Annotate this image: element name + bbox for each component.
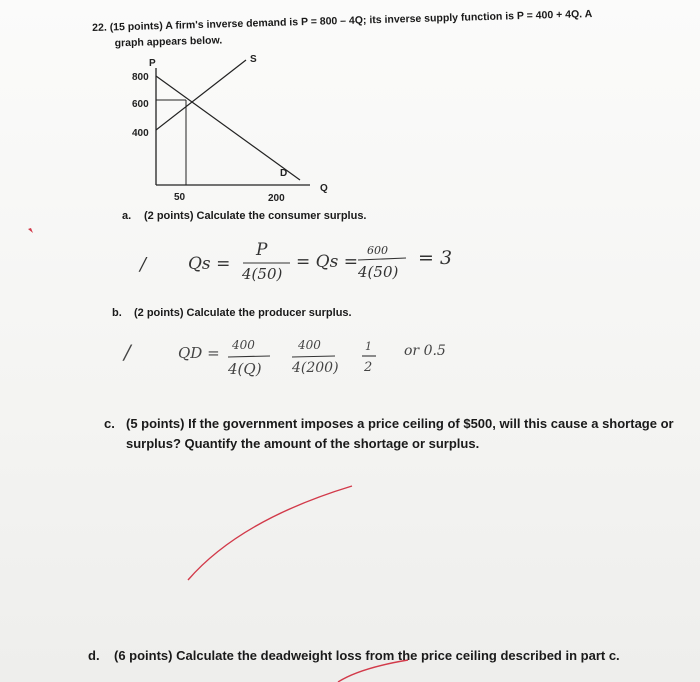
b-num2: 400 (298, 338, 321, 352)
supply-label: S (250, 54, 257, 65)
supply-line (156, 60, 246, 130)
x-tick-50: 50 (174, 192, 186, 203)
a-mark: / (140, 254, 147, 275)
a-eq2-num: 600 (367, 244, 388, 257)
a-eq1-num: P (256, 240, 268, 260)
y-tick-800: 800 (132, 72, 149, 83)
part-a (122, 210, 367, 222)
demand-label: D (280, 168, 288, 179)
part-a-text: (2 points) Calculate the consumer surplus. (144, 210, 367, 222)
b-fraction-bar-2 (292, 356, 335, 357)
part-d (88, 646, 688, 666)
part-b-label: b. (112, 307, 122, 319)
part-c-label: c. (104, 416, 115, 431)
x-tick-200: 200 (268, 193, 285, 204)
a-eq1-left: Qs = (188, 254, 231, 274)
b-num3: 1 (365, 340, 372, 353)
a-eq1-den: 4(50) (242, 265, 283, 283)
demand-line (156, 76, 300, 180)
part-b (112, 307, 352, 319)
b-left: QD = (178, 344, 220, 362)
b-den1: 4(Q) (228, 360, 262, 378)
part-b-text: (2 points) Calculate the producer surplus. (134, 307, 352, 319)
red-margin-mark (28, 228, 33, 233)
y-tick-600: 600 (132, 99, 149, 110)
b-mark: / (124, 340, 131, 364)
a-fraction-bar-2 (358, 258, 406, 260)
red-pen-stroke-c (188, 486, 352, 580)
b-den3: 2 (364, 360, 373, 375)
b-num1: 400 (232, 338, 255, 352)
question-line-1: 22. (15 points) A firm's inverse demand is P = 800 – 4Q; its inverse supply function is P = 400 + 4Q. A (92, 8, 593, 34)
b-den2: 4(200) (292, 360, 339, 376)
a-eq2-left: = Qs = (296, 252, 358, 272)
part-d-label: d. (88, 648, 100, 663)
part-c-line-1: (5 points) If the government imposes a price ceiling of $500, will this cause a shortage or (126, 416, 674, 431)
b-result: or 0.5 (404, 343, 446, 359)
a-eq2-den: 4(50) (358, 263, 399, 281)
part-d-text: (6 points) Calculate the deadweight loss from the price ceiling described in part c. (114, 648, 620, 663)
q-axis-label: Q (320, 183, 328, 194)
y-tick-400: 400 (132, 128, 149, 139)
part-c (104, 414, 694, 454)
part-c-line-2: surplus? Quantify the amount of the shortage or surplus. (126, 436, 480, 451)
question-line-2: graph appears below. (114, 34, 223, 50)
part-a-label: a. (122, 210, 132, 222)
p-axis-label: P (149, 58, 156, 69)
b-fraction-bar-1 (228, 356, 270, 357)
a-result: = 3 (418, 247, 453, 269)
